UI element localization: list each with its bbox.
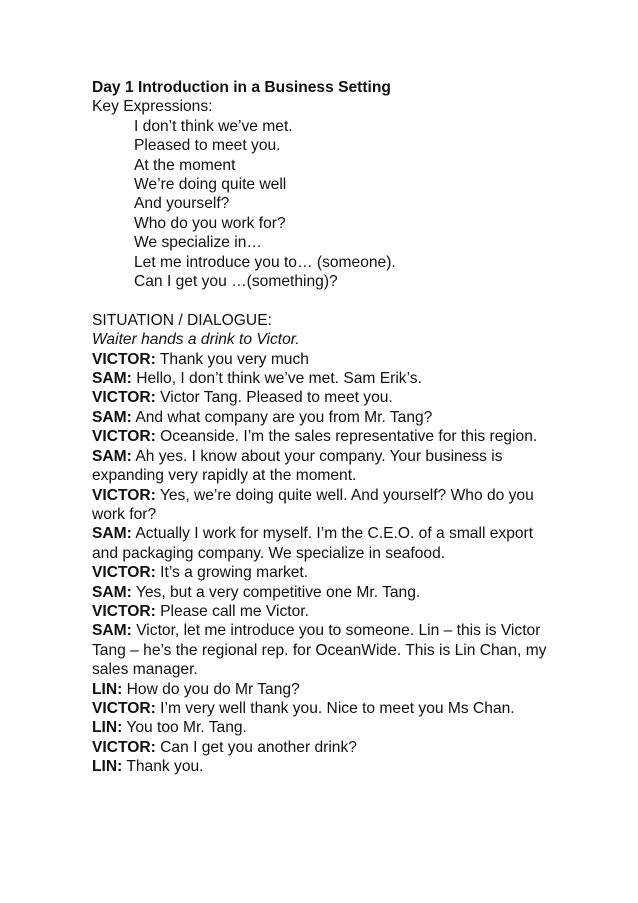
key-expressions-list [92, 117, 562, 292]
dialogue-line [92, 718, 562, 737]
speaker-label: VICTOR: [92, 486, 156, 504]
dialogue-line [92, 427, 562, 446]
dialogue [92, 350, 562, 777]
dialogue-text: Actually I work for myself. I’m the C.E.O. of a small export and packaging company. We specialize in seafood. [92, 525, 534, 562]
dialogue-text: How do you do Mr Tang? [122, 680, 300, 698]
dialogue-line [92, 388, 562, 407]
speaker-label: SAM: [92, 525, 132, 543]
dialogue-line [92, 447, 562, 486]
key-expression: I don’t think we’ve met. [134, 117, 293, 135]
dialogue-text: Victor, let me introduce you to someone. Lin – this is Victor Tang – he’s the regional rep. for OceanWide. This is Lin Chan, my sales manager. [92, 622, 547, 679]
dialogue-text: You too Mr. Tang. [122, 719, 247, 737]
dialogue-text: It’s a growing market. [155, 564, 309, 582]
dialogue-line [92, 583, 562, 602]
dialogue-text: Ah yes. I know about your company. Your business is expanding very rapidly at the moment. [92, 447, 503, 485]
key-expression: We specialize in… [134, 234, 262, 252]
key-expression: Pleased to meet you. [134, 137, 281, 155]
key-expression: And yourself? [134, 195, 230, 213]
speaker-label: LIN: [92, 719, 123, 737]
speaker-label: VICTOR: [92, 699, 156, 717]
speaker-label: VICTOR: [92, 602, 156, 620]
dialogue-text: Thank you very much [155, 350, 309, 368]
dialogue-line [92, 350, 562, 369]
dialogue-text: Please call me Victor. [155, 602, 309, 620]
dialogue-line [92, 757, 562, 776]
document-page [92, 78, 562, 777]
dialogue-line [92, 563, 562, 582]
speaker-label: SAM: [92, 370, 132, 388]
speaker-label: SAM: [92, 583, 132, 601]
speaker-label: SAM: [92, 622, 132, 640]
dialogue-text: Thank you. [122, 758, 204, 776]
speaker-label: LIN: [92, 680, 123, 698]
dialogue-text: Hello, I don’t think we’ve met. Sam Erik’s. [131, 370, 422, 388]
document-title: Day 1 Introduction in a Business Setting [92, 79, 391, 96]
speaker-label: VICTOR: [92, 428, 156, 446]
speaker-label: SAM: [92, 408, 132, 426]
dialogue-line [92, 486, 562, 525]
key-expression: At the moment [134, 156, 236, 174]
dialogue-text: And what company are you from Mr. Tang? [131, 408, 433, 426]
speaker-label: SAM: [92, 447, 132, 465]
speaker-label: VICTOR: [92, 389, 156, 407]
key-expression: Can I get you …(something)? [134, 273, 338, 291]
dialogue-text: Yes, but a very competitive one Mr. Tang. [131, 583, 421, 601]
stage-direction: Waiter hands a drink to Victor. [92, 331, 300, 349]
dialogue-line [92, 369, 562, 388]
speaker-label: VICTOR: [92, 350, 156, 368]
dialogue-text: I’m very well thank you. Nice to meet you Ms Chan. [155, 699, 515, 717]
key-expression: Let me introduce you to… (someone). [134, 253, 396, 271]
dialogue-line [92, 680, 562, 699]
situation-heading: SITUATION / DIALOGUE: [92, 311, 272, 329]
spacer [92, 291, 562, 310]
key-expression: We’re doing quite well [134, 176, 287, 194]
key-expression: Who do you work for? [134, 214, 286, 232]
speaker-label: LIN: [92, 758, 123, 776]
dialogue-text: Victor Tang. Pleased to meet you. [155, 389, 393, 407]
dialogue-text: Can I get you another drink? [155, 738, 357, 756]
dialogue-text: Oceanside. I’m the sales representative for this region. [155, 428, 538, 446]
dialogue-text: Yes, we’re doing quite well. And yourself? Who do you work for? [92, 486, 534, 523]
dialogue-line [92, 524, 562, 563]
speaker-label: VICTOR: [92, 738, 156, 756]
dialogue-line [92, 408, 562, 427]
dialogue-line [92, 699, 562, 718]
dialogue-line [92, 621, 562, 679]
key-expressions-heading: Key Expressions: [92, 98, 213, 116]
dialogue-line [92, 738, 562, 757]
dialogue-line [92, 602, 562, 621]
speaker-label: VICTOR: [92, 564, 156, 582]
